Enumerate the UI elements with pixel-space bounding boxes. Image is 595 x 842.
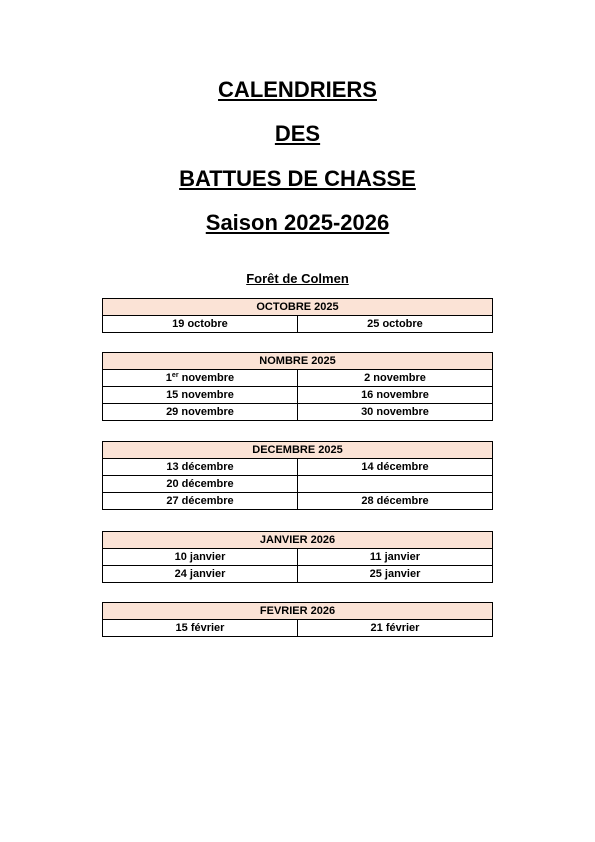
month-table bbox=[102, 441, 493, 510]
date-cell: 27 décembre bbox=[103, 493, 298, 510]
date-cell: 25 octobre bbox=[298, 316, 493, 333]
date-cell: 20 décembre bbox=[103, 476, 298, 493]
title-line-1: CALENDRIERS bbox=[218, 77, 377, 102]
title-line-2: DES bbox=[274, 121, 321, 146]
date-cell bbox=[298, 476, 493, 493]
table-row bbox=[103, 476, 493, 493]
title-line-4: Saison 2025-2026 bbox=[205, 210, 390, 235]
table-row bbox=[103, 387, 493, 404]
table-row bbox=[103, 370, 493, 387]
month-table bbox=[102, 352, 493, 421]
table-row bbox=[103, 404, 493, 421]
date-cell: 1er novembre bbox=[103, 370, 298, 387]
title-line-3: BATTUES DE CHASSE bbox=[179, 166, 416, 191]
date-cell: 14 décembre bbox=[298, 459, 493, 476]
month-header: DECEMBRE 2025 bbox=[103, 442, 493, 459]
date-cell: 11 janvier bbox=[298, 549, 493, 566]
month-table bbox=[102, 531, 493, 583]
date-cell: 24 janvier bbox=[103, 566, 298, 583]
table-row bbox=[103, 549, 493, 566]
month-header: FEVRIER 2026 bbox=[103, 603, 493, 620]
date-cell: 25 janvier bbox=[298, 566, 493, 583]
table-row bbox=[103, 620, 493, 637]
forest-name: Forêt de Colmen bbox=[246, 271, 349, 286]
table-row bbox=[103, 566, 493, 583]
month-header: NOMBRE 2025 bbox=[103, 353, 493, 370]
date-cell: 2 novembre bbox=[298, 370, 493, 387]
month-table bbox=[102, 298, 493, 333]
date-cell: 30 novembre bbox=[298, 404, 493, 421]
date-cell: 21 février bbox=[298, 620, 493, 637]
date-cell: 15 novembre bbox=[103, 387, 298, 404]
date-cell: 16 novembre bbox=[298, 387, 493, 404]
date-cell: 13 décembre bbox=[103, 459, 298, 476]
date-cell: 15 février bbox=[103, 620, 298, 637]
table-row bbox=[103, 493, 493, 510]
month-header: OCTOBRE 2025 bbox=[103, 299, 493, 316]
month-header: JANVIER 2026 bbox=[103, 532, 493, 549]
date-cell: 19 octobre bbox=[103, 316, 298, 333]
date-cell: 29 novembre bbox=[103, 404, 298, 421]
date-cell: 10 janvier bbox=[103, 549, 298, 566]
date-cell: 28 décembre bbox=[298, 493, 493, 510]
table-row bbox=[103, 316, 493, 333]
table-row bbox=[103, 459, 493, 476]
month-table bbox=[102, 602, 493, 637]
